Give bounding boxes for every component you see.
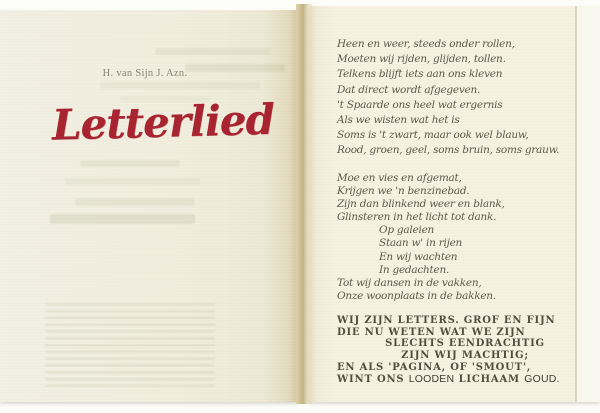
poem-line: DIE NU WETEN WAT WE ZIJN [337, 326, 526, 338]
show-through-paragraph [45, 303, 215, 391]
poem-line: Staan w' in rijen [379, 237, 463, 250]
poem-line: ZIJN WIJ MACHTIG; [401, 350, 529, 362]
poem-line: Moe en vies en afgemat, [337, 172, 462, 184]
poem-stanza-2 [337, 172, 593, 303]
poem-line: En wij wachten [379, 250, 458, 263]
show-through-text [65, 178, 200, 185]
poem-line: Soms is 't zwart, maar ook wel blauw, [337, 129, 529, 142]
poem-line: EN ALS 'PAGINA, OF 'SMOUT', [337, 361, 532, 373]
show-through-text [75, 198, 195, 206]
poem-text [310, 6, 600, 402]
page-edge-margin [577, 6, 600, 402]
poem-stanza-1 [337, 37, 593, 159]
poem-line-segment: WINT ONS [337, 373, 405, 385]
poem-line: In gedachten. [379, 263, 450, 276]
poem-line: Rood, groen, geel, soms bruin, soms grauw. [337, 144, 560, 157]
poem-line-segment: LICHAAM [458, 373, 520, 385]
show-through-text [80, 160, 180, 167]
show-through-text [50, 214, 195, 224]
poem-line: Tot wij dansen in de vakken, [337, 276, 482, 289]
poem-line: Krijgen we 'n benzinebad. [337, 185, 470, 198]
poem-line: Glinsteren in het licht tot dank. [337, 211, 497, 224]
poem-line-segment: GOUD. [524, 372, 560, 385]
poem-line: Heen en weer, steeds onder rollen, [337, 38, 515, 50]
poem-line-segment: LOODEN [408, 372, 455, 385]
author-line: H. van Sijn J. Azn. [102, 68, 188, 79]
right-page [310, 6, 600, 402]
poem-line: Op galeien [379, 224, 435, 237]
poem-line: Zijn dan blinkend weer en blank, [337, 198, 505, 211]
poem-line-mixed-type [337, 374, 593, 386]
poem-line: Moeten wij rijden, glijden, tollen. [337, 53, 506, 66]
left-page [0, 10, 298, 402]
poem-line: Telkens blijft iets aan ons kleven [337, 68, 503, 81]
show-through-text [100, 82, 260, 89]
poem-line: WIJ ZIJN LETTERS. GROF EN FIJN [337, 315, 556, 326]
poem-line: Dat direct wordt afgegeven. [337, 83, 481, 96]
show-through-text [155, 48, 270, 55]
poem-line: Onze woonplaats in de bakken. [337, 289, 496, 302]
poem-title: Letterlied [51, 94, 275, 150]
poem-stanza-3 [337, 315, 593, 385]
poem-line: Als we wisten wat het is [337, 114, 460, 127]
poem-line: 't Spaarde ons heel wat ergernis [337, 98, 503, 111]
poem-line: SLECHTS EENDRACHTIG [385, 338, 545, 350]
